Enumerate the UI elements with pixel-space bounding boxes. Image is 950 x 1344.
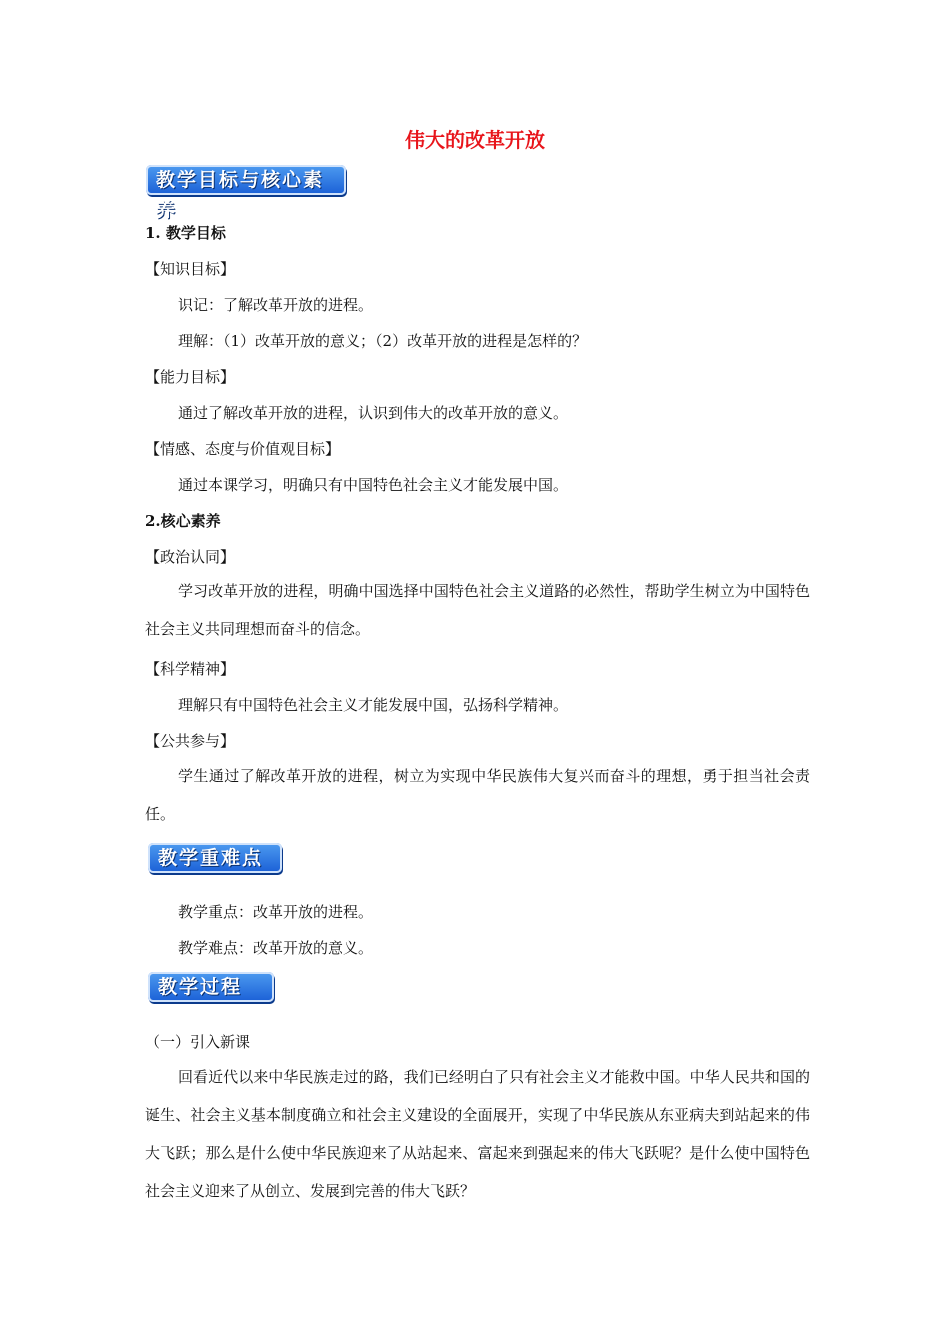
- key-difficulty: 教学难点：改革开放的意义。: [178, 939, 374, 957]
- page-title: 伟大的改革开放: [405, 128, 545, 152]
- public-text: 学生通过了解改革开放的进程，树立为实现中华民族伟大复兴而奋斗的理想，勇于担当社会责任。: [145, 767, 810, 823]
- intro-label: （一）引入新课: [145, 1033, 251, 1051]
- intro-text: 回看近代以来中华民族走过的路，我们已经明白了只有社会主义才能救中国。中华人民共和国的诞生、社会主义基本制度确立和社会主义建设的全面展开，实现了中华民族从东亚病夫到站起来的伟大飞跃；那么是什么使中华民族迎来了从站起来、富起来到强起来的伟大飞跃呢？是什么使中国特色社会主义迎来了从创立、发展到完善的伟大飞跃？: [145, 1068, 810, 1200]
- knowledge-recall: 识记：了解改革开放的进程。: [178, 296, 374, 314]
- section2-heading: 2.核心素养: [145, 512, 221, 530]
- political-text: 学习改革开放的进程，明确中国选择中国特色社会主义道路的必然性，帮助学生树立为中国特色社会主义共同理想而奋斗的信念。: [145, 582, 810, 638]
- section1-heading: 1. 教学目标: [145, 224, 226, 242]
- public-label: 【公共参与】: [145, 732, 236, 750]
- ability-text: 通过了解改革开放的进程，认识到伟大的改革开放的意义。: [178, 404, 569, 422]
- key-focus: 教学重点：改革开放的进程。: [178, 903, 374, 921]
- banner-process: 教学过程: [148, 972, 274, 1002]
- science-text: 理解只有中国特色社会主义才能发展中国，弘扬科学精神。: [178, 696, 569, 714]
- banner-objectives: 教学目标与核心素养: [146, 165, 346, 195]
- banner-key-points: 教学重难点: [148, 843, 282, 873]
- knowledge-label: 【知识目标】: [145, 260, 236, 278]
- science-label: 【科学精神】: [145, 660, 236, 678]
- ability-label: 【能力目标】: [145, 368, 236, 386]
- knowledge-understand: 理解：（1）改革开放的意义；（2）改革开放的进程是怎样的？: [178, 332, 588, 350]
- emotion-label: 【情感、态度与价值观目标】: [145, 440, 341, 458]
- emotion-text: 通过本课学习，明确只有中国特色社会主义才能发展中国。: [178, 476, 569, 494]
- political-label: 【政治认同】: [145, 548, 236, 566]
